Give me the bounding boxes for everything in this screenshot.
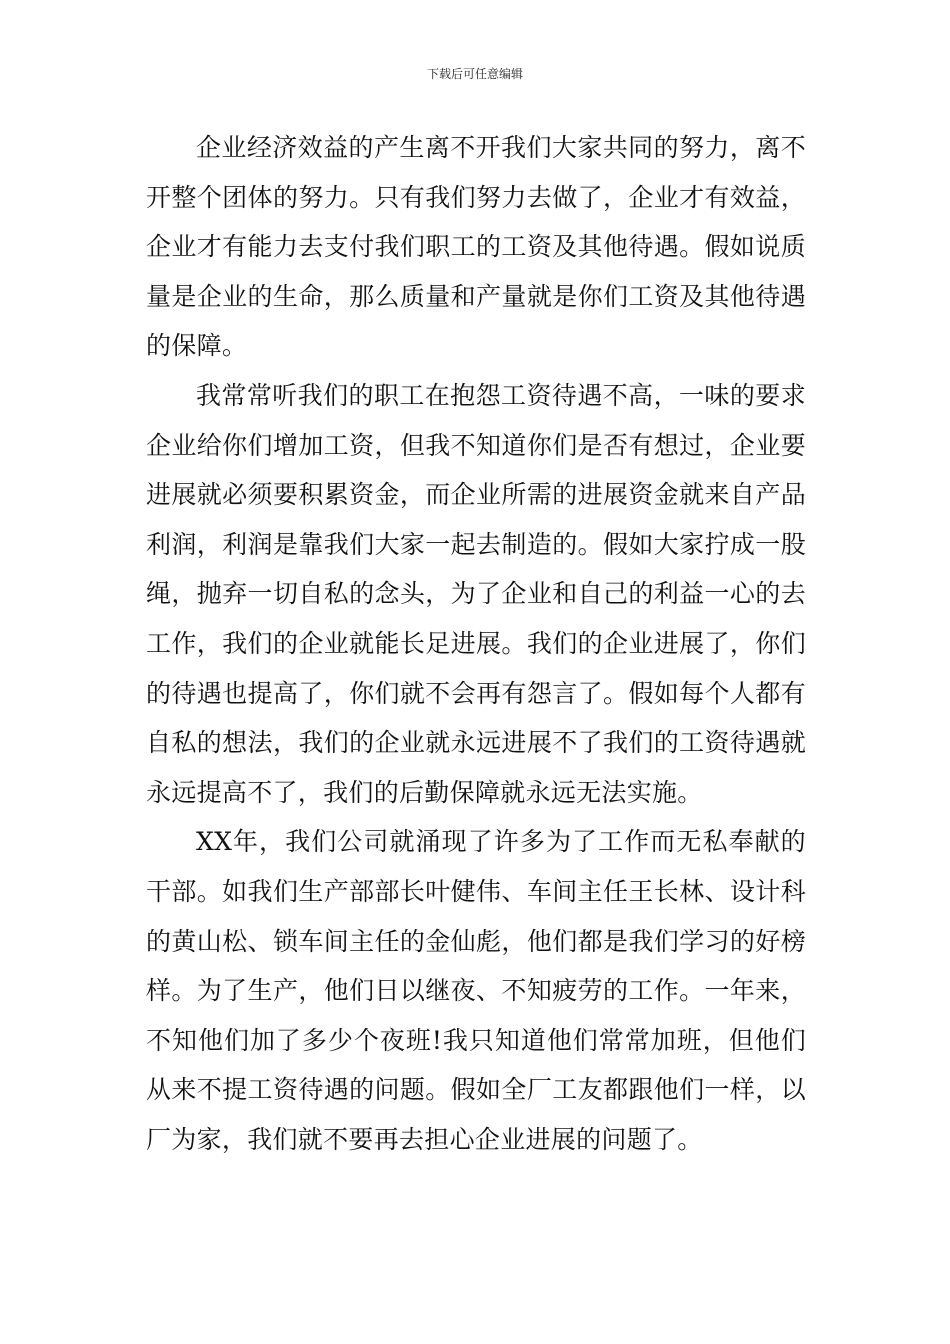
paragraph: 企业经济效益的产生离不开我们大家共同的努力，离不开整个团体的努力。只有我们努力去做了，企业才有效益，企业才有能力去支付我们职工的工资及其他待遇。假如说质量是企业的生命，那么质量和产量就是你们工资及其他待遇的保障。 [146, 133, 806, 361]
paragraph: 我常常听我们的职工在抱怨工资待遇不高，一味的要求企业给你们增加工资，但我不知道你们是否有想过，企业要进展就必须要积累资金，而企业所需的进展资金就来自产品利润，利润是靠我们大家一起去制造的。假如大家拧成一股绳，抛弃一切自私的念头，为了企业和自己的利益一心的去工作，我们的企业就能长足进展。我们的企业进展了，你们的待遇也提高了，你们就不会再有怨言了。假如每个人都有自私的想法，我们的企业就永远进展不了我们的工资待遇就永远提高不了，我们的后勤保障就永远无法实施。 [146, 380, 806, 807]
page-header: 下载后可任意编辑 [426, 67, 523, 81]
document-body [146, 123, 806, 1164]
paragraph: XX年，我们公司就涌现了许多为了工作而无私奉献的干部。如我们生产部部长叶健伟、车间主任王长林、设计科的黄山松、锁车间主任的金仙彪，他们都是我们学习的好榜样。为了生产，他们日以继夜、不知疲劳的工作。一年来，不知他们加了多少个夜班!我只知道他们常常加班，但他们从来不提工资待遇的问题。假如全厂工友都跟他们一样，以厂为家，我们就不要再去担心企业进展的问题了。 [146, 827, 806, 1154]
